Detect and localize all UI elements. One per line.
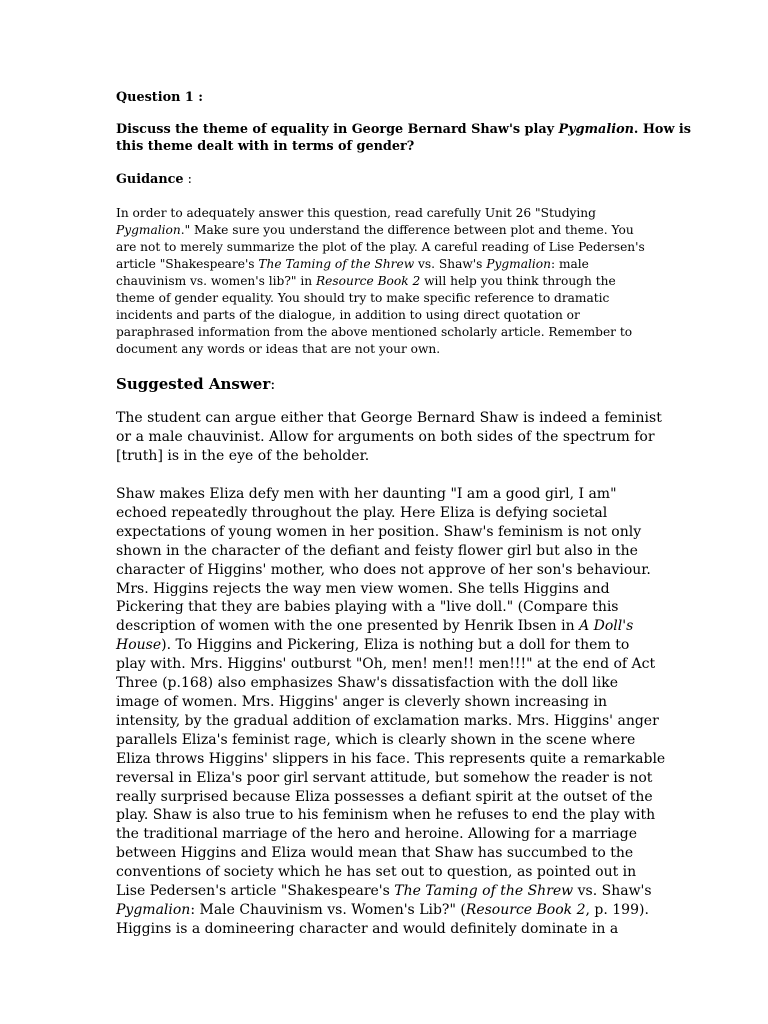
question-title: Question 1 : <box>116 90 203 105</box>
answer-line: Mrs. Higgins rejects the way men view women. She tells Higgins and <box>116 580 610 597</box>
italic-title: House <box>116 637 162 654</box>
italic-title: Pygmalion <box>486 257 551 271</box>
italic-title: Resource Book 2 <box>465 901 586 918</box>
suggested-answer-heading <box>116 374 275 394</box>
answer-line: Three (p.168) also emphasizes Shaw's dissatisfaction with the doll like <box>116 675 618 692</box>
guidance-line: paraphrased information from the above mentioned scholarly article. Remember to <box>116 325 633 339</box>
italic-title: The Taming of the Shrew <box>258 257 415 271</box>
answer-line: expectations of young women in her position. Shaw's feminism is not only <box>116 523 642 540</box>
answer-line: Lise Pedersen's article "Shakespeare's The Taming of the Shrew vs. Shaw's <box>116 883 652 900</box>
answer-line: Shaw makes Eliza defy men with her daunting "I am a good girl, I am" <box>116 486 617 502</box>
suggested-answer-colon: : <box>270 375 276 393</box>
answer-line: image of women. Mrs. Higgins' anger is cleverly shown increasing in <box>116 693 607 710</box>
guidance-heading-label: Guidance <box>116 172 184 187</box>
italic-title: Pygmalion <box>116 901 191 918</box>
answer-line: Higgins is a domineering character and would definitely dominate in a <box>116 920 619 937</box>
answer-line: House). To Higgins and Pickering, Eliza is nothing but a doll for them to <box>116 637 630 654</box>
question-prompt <box>116 121 691 155</box>
answer-line: the traditional marriage of the hero and heroine. Allowing for a marriage <box>116 826 638 843</box>
answer-line: play with. Mrs. Higgins' outburst "Oh, men! men!! men!!!" at the end of Act <box>116 656 656 673</box>
answer-line: between Higgins and Eliza would mean that Shaw has succumbed to the <box>116 845 634 862</box>
guidance-line: article "Shakespeare's The Taming of the Shrew vs. Shaw's Pygmalion: male <box>116 257 589 271</box>
italic-title: Pygmalion <box>558 122 634 137</box>
guidance-line: are not to merely summarize the plot of the play. A careful reading of Lise Pedersen's <box>116 240 645 254</box>
guidance-heading <box>116 172 192 188</box>
answer-paragraph-2 <box>116 485 666 939</box>
answer-line: conventions of society which he has set out to question, as pointed out in <box>116 864 637 881</box>
answer-line: Pygmalion: Male Chauvinism vs. Women's Lib?" (Resource Book 2, p. 199). <box>116 901 649 918</box>
answer-line: play. Shaw is also true to his feminism when he refuses to end the play with <box>116 807 656 824</box>
question-line: this theme dealt with in terms of gender? <box>116 139 415 154</box>
answer-line: intensity, by the gradual addition of exclamation marks. Mrs. Higgins' anger <box>116 712 659 729</box>
answer-paragraph-1 <box>116 409 662 466</box>
guidance-paragraph <box>116 205 645 358</box>
italic-title: Pygmalion <box>116 223 181 237</box>
guidance-line: Pygmalion." Make sure you understand the difference between plot and theme. You <box>116 223 634 237</box>
answer-line: [truth] is in the eye of the beholder. <box>116 447 370 464</box>
answer-line: Eliza throws Higgins' slippers in his face. This represents quite a remarkable <box>116 750 666 767</box>
guidance-line: incidents and parts of the dialogue, in addition to using direct quotation or <box>116 308 580 322</box>
answer-line: reversal in Eliza's poor girl servant attitude, but somehow the reader is not <box>116 769 653 786</box>
suggested-answer-label: Suggested Answer <box>116 375 271 393</box>
answer-line: really surprised because Eliza possesses a defiant spirit at the outset of the <box>116 788 653 805</box>
guidance-line: theme of gender equality. You should try to make specific reference to dramatic <box>116 291 610 305</box>
answer-line: echoed repeatedly throughout the play. Here Eliza is defying societal <box>116 504 608 521</box>
guidance-line: document any words or ideas that are not your own. <box>116 342 441 356</box>
answer-line: parallels Eliza's feminist rage, which is clearly shown in the scene where <box>116 731 636 748</box>
answer-line: Pickering that they are babies playing with a "live doll." (Compare this <box>116 599 619 616</box>
italic-title: The Taming of the Shrew <box>394 883 574 900</box>
answer-line: The student can argue either that George Bernard Shaw is indeed a feminist <box>116 410 662 426</box>
answer-line: shown in the character of the defiant and feisty flower girl but also in the <box>116 542 638 559</box>
answer-line: character of Higgins' mother, who does not approve of her son's behaviour. <box>116 561 651 578</box>
question-line: Discuss the theme of equality in George Bernard Shaw's play Pygmalion. How is <box>116 122 691 137</box>
italic-title: A Doll's <box>579 618 634 635</box>
guidance-line: chauvinism vs. women's lib?" in Resource Book 2 will help you think through the <box>116 274 616 288</box>
italic-title: Resource Book 2 <box>316 274 421 288</box>
answer-line: or a male chauvinist. Allow for arguments on both sides of the spectrum for <box>116 428 655 445</box>
guidance-line: In order to adequately answer this question, read carefully Unit 26 "Studying <box>116 206 596 220</box>
answer-line: description of women with the one presented by Henrik Ibsen in A Doll's <box>116 618 634 635</box>
guidance-heading-colon: : <box>183 172 192 187</box>
